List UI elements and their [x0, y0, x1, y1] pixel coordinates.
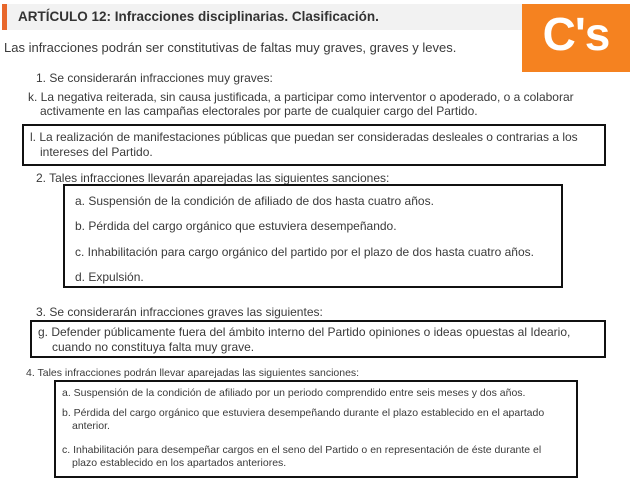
party-logo	[522, 4, 630, 72]
section1-heading: 1. Se considerarán infracciones muy graves:	[36, 71, 273, 85]
item-g-line1: g. Defender públicamente fuera del ámbito interno del Partido opiniones o ideas opuestas al Ideario,	[38, 325, 571, 339]
sanction4-b-line1: b. Pérdida del cargo orgánico que estuviera desempeñando durante el plazo establecido en el apartado	[62, 407, 545, 419]
sanction-b: b. Pérdida del cargo orgánico que estuviera desempeñando.	[75, 219, 397, 233]
item-k-line2: activamente en las campañas electorales por parte de cualquier cargo del Partido.	[40, 104, 478, 118]
logo-text: C's	[542, 8, 610, 60]
item-k-line1: k. La negativa reiterada, sin causa justificada, a participar como interventor o apoderado, o a colaborar	[28, 90, 574, 104]
item-l-line1: l. La realización de manifestaciones públicas que puedan ser consideradas desleales o contrarias a los	[30, 130, 578, 144]
section2-heading: 2. Tales infracciones llevarán aparejadas las siguientes sanciones:	[36, 171, 390, 185]
section3-heading: 3. Se considerarán infracciones graves las siguientes:	[36, 305, 323, 319]
sanction4-c-line1: c. Inhabilitación para desempeñar cargos en el seno del Partido o en representación de éste durante el	[62, 444, 542, 456]
intro-text: Las infracciones podrán ser constitutivas de faltas muy graves, graves y leves.	[4, 40, 457, 55]
article-title: ARTÍCULO 12: Infracciones disciplinarias. Clasificación.	[18, 9, 379, 24]
sanction4-c-line2: plazo establecido en los apartados anteriores.	[72, 457, 287, 469]
sanction4-b-line2: anterior.	[72, 420, 110, 432]
sanction-c: c. Inhabilitación para cargo orgánico del partido por el plazo de dos hasta cuatro años.	[75, 245, 534, 259]
sanction4-a: a. Suspensión de la condición de afiliado por un periodo comprendido entre seis meses y dos años.	[62, 387, 526, 399]
sanction-a: a. Suspensión de la condición de afiliado de dos hasta cuatro años.	[75, 194, 434, 208]
item-g-line2: cuando no constituya falta muy grave.	[52, 340, 255, 354]
item-l-line2: intereses del Partido.	[40, 145, 153, 159]
section4-heading: 4. Tales infracciones podrán llevar aparejadas las siguientes sanciones:	[26, 367, 360, 379]
sanction-d: d. Expulsión.	[75, 270, 144, 284]
